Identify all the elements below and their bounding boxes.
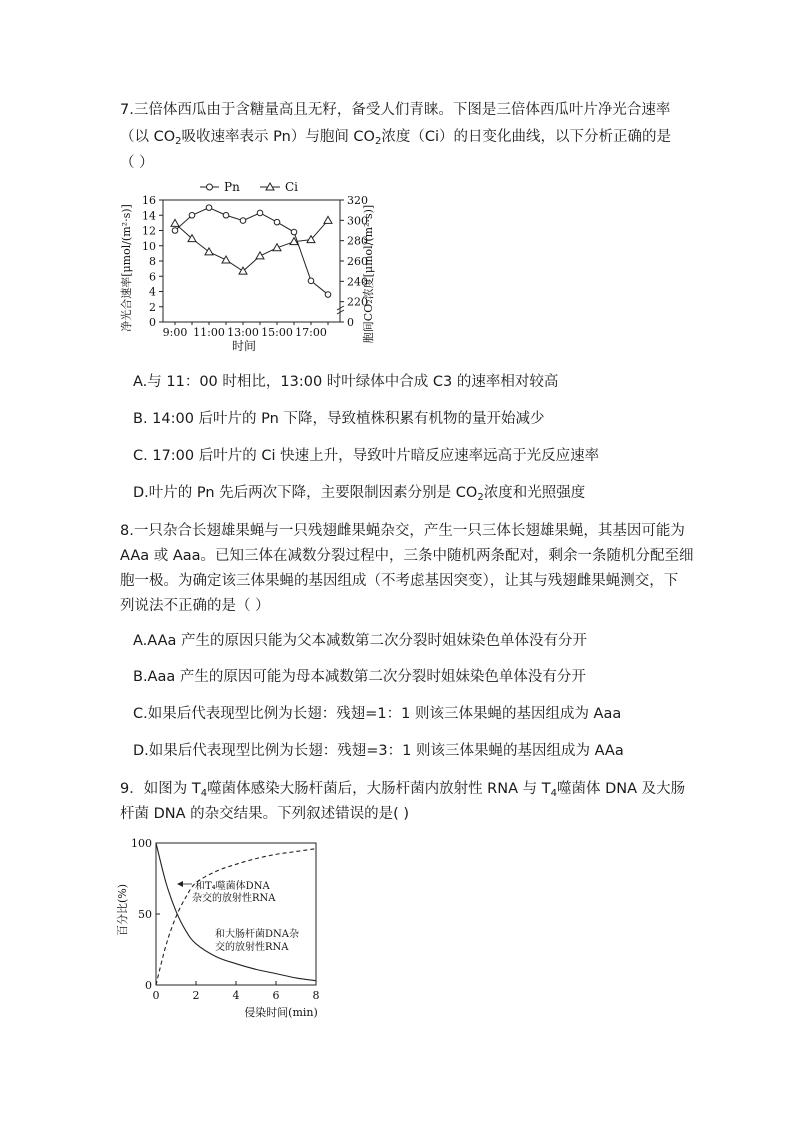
plot-frame bbox=[163, 200, 340, 322]
q9-stem-line1: 9．如图为 $T_4$噬菌体感染大肠杆菌后，大肠杆菌内放射性 RNA 与 $T_4$噬菌体 DNA 及大肠 bbox=[120, 781, 686, 799]
t4-dna-hybrid-curve bbox=[156, 849, 316, 985]
x-axis-label: 侵染时间(min) bbox=[244, 1006, 318, 1019]
y-right-tick-label: 300 bbox=[347, 214, 368, 228]
q7-option-b[interactable]: B. 14:00 后叶片的 Pn 下降，导致植株积累有机物的量开始减少 bbox=[133, 411, 545, 427]
ci-point bbox=[324, 216, 332, 223]
y-right-tick-label: 280 bbox=[347, 234, 368, 248]
y-right-tick-label: 0 bbox=[347, 316, 354, 329]
y-tick-label: 0 bbox=[145, 979, 152, 992]
annotation-ecoli-line2: 交的放射性RNA bbox=[215, 942, 289, 953]
y-tick-label: 100 bbox=[131, 837, 152, 850]
pn-point bbox=[274, 219, 280, 225]
q7-stem-line2: （以 $CO_2$吸收速率表示 Pn）与胞间 $CO_2$浓度（Ci）的日变化曲线，以下分析正确的是 bbox=[120, 129, 671, 147]
q7-option-a[interactable]: A.与 11：00 时相比，13:00 时叶绿体中合成 C3 的速率相对较高 bbox=[133, 374, 559, 390]
legend-pn-label: Pn bbox=[224, 180, 240, 194]
q7-stem-line1: 7.三倍体西瓜由于含糖量高且无籽，备受人们青睐。下图是三倍体西瓜叶片净光合速率 bbox=[120, 102, 671, 118]
y-left-tick-label: 6 bbox=[149, 270, 156, 284]
y-right-tick-label: 220 bbox=[347, 295, 368, 309]
q7-answer-blank: （ ） bbox=[120, 155, 154, 171]
pn-ci-chart bbox=[118, 178, 393, 360]
x-tick-label: 15:00 bbox=[261, 326, 293, 339]
x-tick-label: 2 bbox=[192, 989, 200, 1002]
ci-point bbox=[222, 256, 230, 263]
y-left-tick-label: 8 bbox=[149, 255, 156, 268]
series-line-pn bbox=[175, 208, 328, 295]
q7-option-c[interactable]: C. 17:00 后叶片的 Ci 快速上升，导致叶片暗反应速率远高于光反应速率 bbox=[133, 448, 600, 464]
pn-point bbox=[172, 228, 178, 234]
pn-point bbox=[308, 278, 314, 284]
legend-ci-label: Ci bbox=[285, 180, 299, 194]
q8-stem-line2: AAa 或 Aaa。已知三体在减数分裂过程中，三条中随机两条配对，剩余一条随机分配至细 bbox=[120, 548, 694, 564]
y-right-tick-label: 320 bbox=[347, 194, 368, 207]
pn-point bbox=[240, 218, 246, 224]
q8-stem-line1: 8.一只杂合长翅雄果蝇与一只残翅雌果蝇杂交，产生一只三体长翅雄果蝇，其基因可能为 bbox=[120, 523, 685, 539]
q8-option-d[interactable]: D.如果后代表现型比例为长翅：残翅=3：1 则该三体果蝇的基因组成为 AAa bbox=[133, 743, 624, 759]
y-axis-right-label: 胞间CO₂浓度[μmol/(m²·s)] bbox=[362, 204, 375, 344]
q7-option-d[interactable]: D.叶片的 Pn 先后两次下降，主要限制因素分别是 $CO_2$浓度和光照强度 bbox=[133, 485, 586, 503]
y-left-tick-label: 0 bbox=[149, 316, 156, 329]
pn-point bbox=[189, 212, 195, 218]
y-left-tick-label: 4 bbox=[149, 285, 156, 299]
y-left-tick-label: 2 bbox=[149, 300, 156, 314]
y-tick-label: 50 bbox=[138, 908, 152, 921]
y-axis-left-label: 净光合速率[μmol/(m²·s)] bbox=[120, 204, 133, 332]
x-tick-label: 4 bbox=[232, 989, 240, 1002]
x-tick-label: 11:00 bbox=[193, 326, 225, 339]
x-tick-label: 17:00 bbox=[295, 326, 327, 339]
pn-point bbox=[206, 205, 212, 211]
pn-point bbox=[325, 292, 331, 298]
x-axis-label: 时间 bbox=[231, 339, 257, 353]
pn-point bbox=[257, 210, 263, 216]
x-tick-label: 9:00 bbox=[162, 326, 188, 339]
y-right-tick-label: 260 bbox=[347, 255, 368, 268]
y-left-tick-label: 16 bbox=[142, 194, 156, 207]
x-tick-label: 8 bbox=[312, 989, 320, 1002]
x-tick-label: 0 bbox=[152, 989, 160, 1002]
x-tick-label: 6 bbox=[272, 989, 280, 1002]
q8-option-b[interactable]: B.Aaa 产生的原因可能为母本减数第二次分裂时姐妹染色单体没有分开 bbox=[133, 669, 586, 685]
pn-point bbox=[291, 229, 297, 235]
q8-option-a[interactable]: A.AAa 产生的原因只能为父本减数第二次分裂时姐妹染色单体没有分开 bbox=[133, 633, 588, 649]
ci-point bbox=[171, 219, 179, 226]
ci-point bbox=[256, 252, 264, 259]
q9-stem-line2: 杆菌 DNA 的杂交结果。下列叙述错误的是( ) bbox=[120, 806, 410, 822]
q8-option-c[interactable]: C.如果后代表现型比例为长翅：残翅=1：1 则该三体果蝇的基因组成为 Aaa bbox=[133, 706, 622, 722]
ecoli-dna-hybrid-curve bbox=[156, 843, 316, 981]
x-tick-label: 13:00 bbox=[227, 326, 259, 339]
y-left-tick-label: 14 bbox=[142, 209, 156, 223]
annotation-t4-line1: 和T₄噬菌体DNA bbox=[195, 881, 270, 892]
y-axis-label: 百分比(%) bbox=[116, 883, 129, 937]
annotation-ecoli-line1: 和大肠杆菌DNA杂 bbox=[215, 929, 299, 940]
ci-point bbox=[205, 248, 213, 255]
y-left-tick-label: 10 bbox=[142, 239, 156, 253]
q8-stem-line4: 列说法不正确的是（ ） bbox=[120, 598, 270, 614]
y-left-tick-label: 12 bbox=[142, 224, 156, 238]
y-right-tick-label: 240 bbox=[347, 275, 368, 289]
hybridization-chart bbox=[118, 830, 333, 1025]
pn-point bbox=[223, 212, 229, 218]
q8-stem-line3: 胞一极。为确定该三体果蝇的基因组成（不考虑基因突变），让其与残翅雌果蝇测交，下 bbox=[120, 573, 679, 589]
annotation-t4-line2: 杂交的放射性RNA bbox=[192, 893, 276, 904]
